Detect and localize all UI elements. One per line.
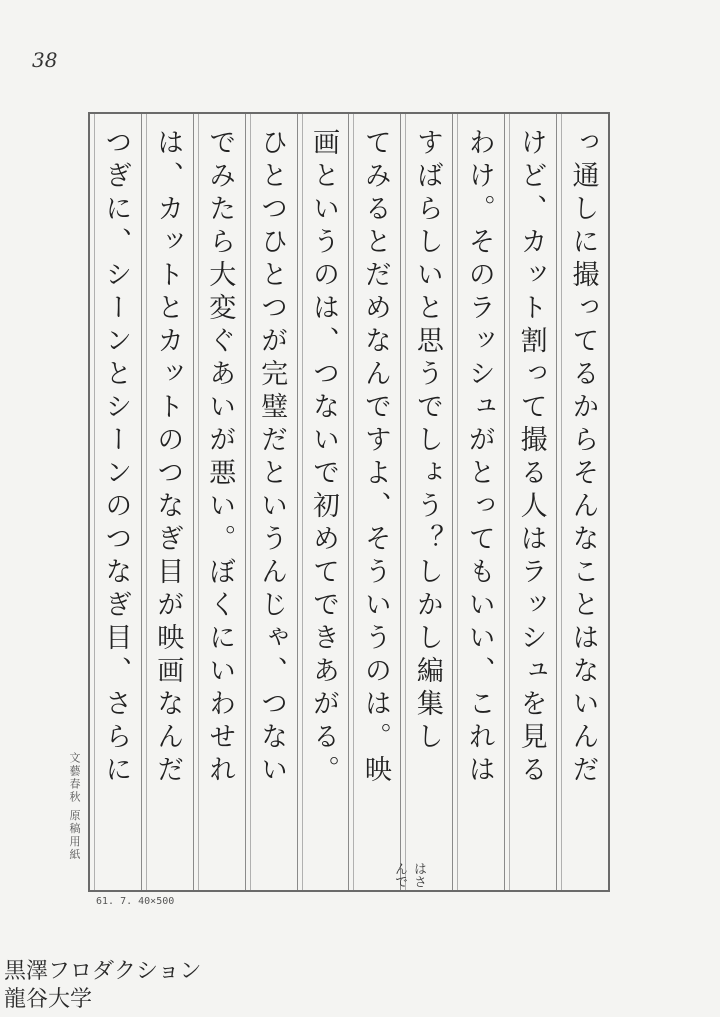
manuscript-column bbox=[141, 114, 193, 890]
manuscript-column bbox=[504, 114, 556, 890]
manuscript-column bbox=[90, 114, 141, 890]
manuscript-column bbox=[452, 114, 504, 890]
column-text: わけ。そのラッシュがとってもいい、これは bbox=[463, 128, 495, 788]
manuscript-columns bbox=[90, 114, 608, 890]
column-text: でみたら大変ぐあいが悪い。ぼくにいわせれ bbox=[204, 128, 236, 788]
print-code: 61. 7. 40×500 bbox=[96, 896, 175, 907]
publisher-label: 文藝春秋 原稿用紙 bbox=[68, 752, 81, 862]
page-number: 38 bbox=[32, 48, 58, 72]
manuscript-column bbox=[348, 114, 400, 890]
column-text: てみるとだめなんですよ、そういうのは。映 bbox=[359, 128, 391, 788]
watermark-line1: 黒澤フロダクション bbox=[4, 959, 202, 984]
column-text: は、カットとカットのつなぎ目が映画なんだ bbox=[152, 128, 184, 788]
column-text: すばらしいと思うでしょう？しかし編集し bbox=[411, 128, 443, 755]
manuscript-sheet bbox=[88, 112, 610, 892]
manuscript-column bbox=[556, 114, 608, 890]
column-text: ひとつひとつが完璧だというんじゃ、つない bbox=[256, 128, 288, 788]
column-text: っ通しに撮ってるからそんなことはないんだ bbox=[567, 128, 599, 788]
column-text: つぎに、シーンとシーンのつなぎ目、さらに bbox=[100, 128, 132, 788]
column-text: けど、カット割って撮る人はラッシュを見る bbox=[515, 128, 547, 788]
margin-note: はさんで bbox=[392, 862, 426, 888]
watermark bbox=[4, 958, 202, 1014]
manuscript-column bbox=[245, 114, 297, 890]
manuscript-column bbox=[193, 114, 245, 890]
watermark-line2: 龍谷大学 bbox=[4, 987, 93, 1012]
column-text: 画というのは、つないで初めてできあがる。 bbox=[308, 128, 340, 788]
manuscript-column bbox=[400, 114, 452, 890]
manuscript-column bbox=[297, 114, 349, 890]
